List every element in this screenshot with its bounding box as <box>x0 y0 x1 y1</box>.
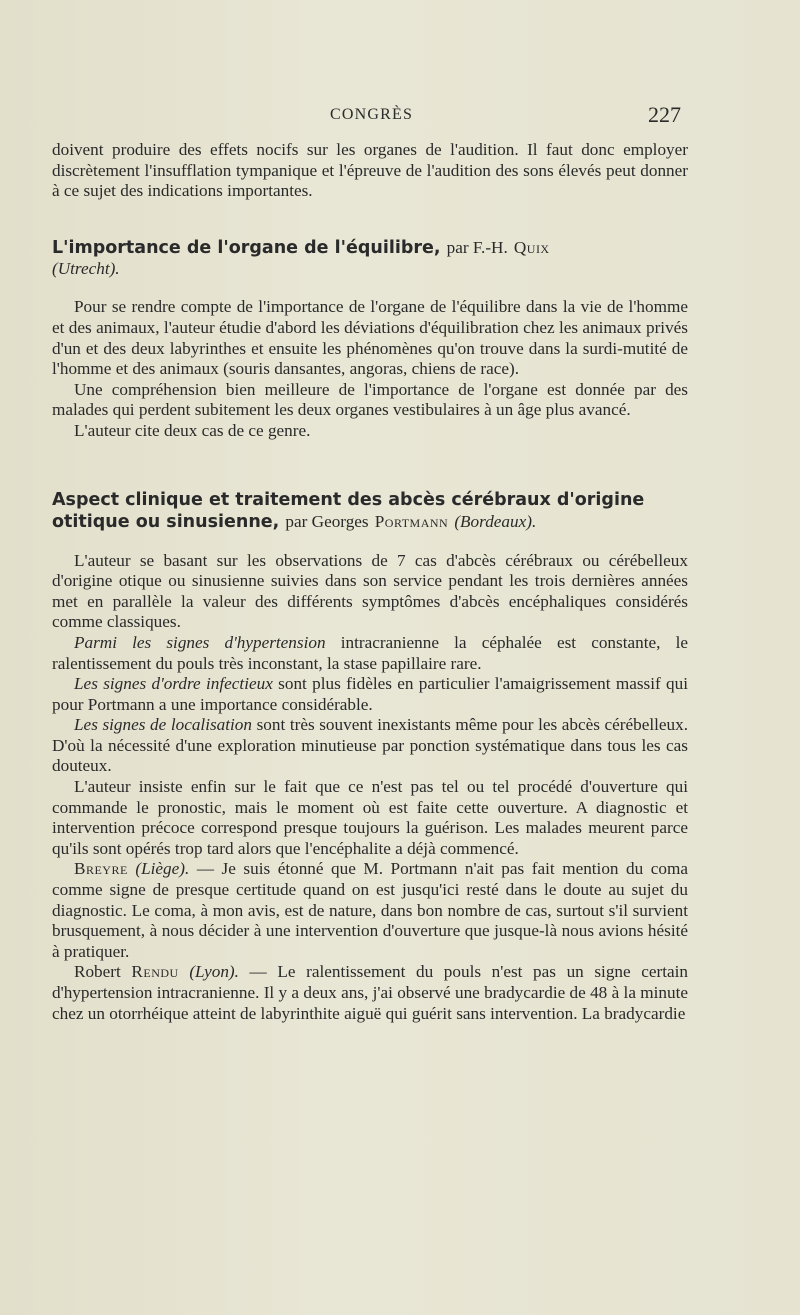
speaker-place: (Lyon). <box>189 962 239 982</box>
page-number: 227 <box>648 102 681 127</box>
author-name: Quix <box>513 237 550 257</box>
paragraph: Pour se rendre compte de l'importance de l'organe de l'équilibre dans la vie de l'homme et des animaux, l'auteur étudie d'abord les déviations d'équilibration chez les animaux privés d'un et des deux labyrinthes et ensuite les phénomènes qu'on trouve dans la surdi-mutité de l'homme et des animaux (souris dansantes, angoras, chiens de race). <box>52 297 688 379</box>
paragraph: L'auteur se basant sur les observations de 7 cas d'abcès cérébraux ou cérébelleux d'origine otique ou sinusienne suivies dans son service pendant les trois dernières années met en parallèle la valeur des différents symptômes d'abcès encéphaliques considérés comme classiques. <box>52 550 688 632</box>
page-header <box>0 104 800 130</box>
page-body <box>52 140 688 1024</box>
author-location: (Utrecht). <box>52 258 120 278</box>
italic-lead: Les signes d'ordre infectieux <box>74 674 273 694</box>
section-heading-abces <box>52 489 688 533</box>
paragraph: L'auteur insiste enfin sur le fait que ce n'est pas tel ou tel procédé d'ouverture qui commande le pronostic, mais le moment où est faite cette ouverture. A diagnostic et intervention précoce correspond presque toujours la guérison. Les malades meurent parce qu'ils sont opérés trop tard alors que l'encéphalite a déjà commencé. <box>52 777 688 858</box>
paragraph: Les signes de localisation sont très souvent inexistants même pour les abcès cérébelleux. D'où la nécessité d'une exploration minutieuse par ponction systématique dans tous les cas douteux. <box>52 715 688 776</box>
running-title: CONGRÈS <box>330 106 414 123</box>
italic-lead: Parmi les signes d'hypertension <box>74 632 326 652</box>
discussion-breyre: Breyre (Liège). — Je suis étonné que M. Portmann n'ait pas fait mention du coma comme signe de presque certitude quand on est jusqu'ici resté dans le doute au sujet du diagnostic. Le coma, à mon avis, est de nature, dans bon nombre de cas, surtout s'il survient brusquement, à nous décider à une intervention d'ouverture que jusque-là nous avions hésité à pratiquer. <box>52 859 689 961</box>
paragraph: Une compréhension bien meilleure de l'importance de l'organe est donnée par des malades qui perdent subitement les deux organes vestibulaires à un âge plus avancé. <box>52 379 688 420</box>
paragraph: L'auteur cite deux cas de ce genre. <box>74 420 311 440</box>
paragraph: Les signes d'ordre infectieux sont plus fidèles en particulier l'amaigrissement massif qui pour Portmann a une importance considérable. <box>52 674 688 714</box>
speaker-name: Breyre <box>74 859 128 879</box>
paragraph: Parmi les signes d'hypertension intracranienne la céphalée est constante, le ralentissement du pouls très inconstant, la stase papillaire rare. <box>52 632 688 673</box>
discussion-rendu: Robert Rendu (Lyon). — Le ralentissement du pouls n'est pas un signe certain d'hypertension intracranienne. Il y a deux ans, j'ai observé une bradycardie de 48 à la minute chez un otorrhéique atteint de labyrinthite aiguë qui guérit sans intervention. La bradycardie <box>52 962 689 1023</box>
intro-paragraph: doivent produire des effets nocifs sur les organes de l'audition. Il faut donc employer discrètement l'insufflation tympanique et l'épreuve de l'audition des sons élevés peut donner à ce sujet des indications importantes. <box>52 140 688 201</box>
author-name: Portmann <box>374 511 449 531</box>
section-title: L'importance de l'organe de l'équilibre, <box>52 237 441 258</box>
italic-lead: Les signes de localisation <box>74 715 252 735</box>
author-location: (Bordeaux). <box>454 511 537 531</box>
author-prefix: par Georges <box>285 511 369 531</box>
author-prefix: par F.-H. <box>446 237 508 257</box>
speaker-name: Rendu <box>131 962 179 982</box>
speaker-place: (Liège). <box>135 859 190 879</box>
section-title: Aspect clinique et traitement des abcès cérébraux d'origine otitique ou sinusienne, <box>52 489 645 532</box>
section-heading-equilibre <box>52 237 688 259</box>
